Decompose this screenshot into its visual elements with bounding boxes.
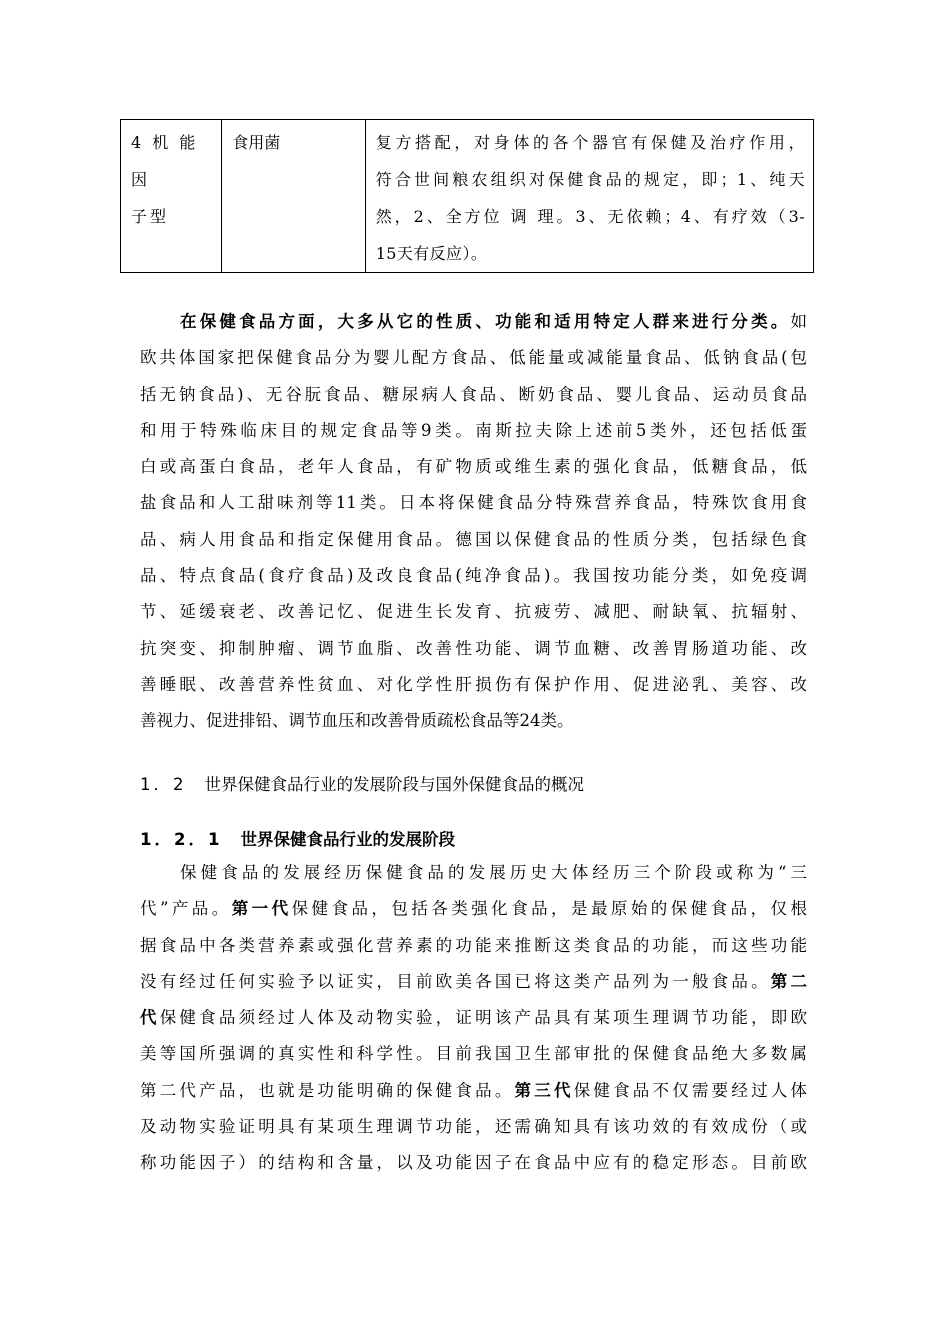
bold-term: 第三代 [514,1080,574,1100]
paragraph-line: 品、特点食品(食疗食品)及改良食品(纯净食品)。我国按功能分类，如免疫调 [140,566,807,586]
classification-table [120,119,814,273]
cell-line: 4 机 能 因 [131,133,199,189]
table-cell-description [365,120,813,273]
paragraph-line: 及动物实验证明具有某项生理调节功能，还需确知具有该功效的有效成份（或 [140,1117,807,1137]
section-title: 世界保健食品行业的发展阶段与国外保健食品的概况 [204,775,584,794]
subsection-number: 1．2．1 [140,830,223,849]
paragraph-line: 和用于特殊临床目的规定食品等9类。南斯拉夫除上述前5类外，还包括低蛋 [140,420,807,440]
table-cell-source: 食用菌 [222,120,365,273]
section-heading [140,771,584,795]
paragraph-line: 盐食品和人工甜味剂等11类。日本将保健食品分特殊营养食品，特殊饮食用食 [140,493,807,513]
paragraph-line: 称功能因子）的结构和含量，以及功能因子在食品中应有的稳定形态。目前欧 [140,1153,807,1173]
paragraph-line [140,1000,807,1036]
cell-line: 15天有反应）。 [375,244,488,263]
bold-term: 第一代 [231,899,292,919]
text-run: 保健食品须经过人体及动物实验，证明该产品具有某项生理调节功能，即欧 [159,1008,808,1028]
table-row [121,120,814,273]
bold-lead: 在保健食品方面，大多从它的性质、功能和适用特定人群来进行分类。 [180,312,791,331]
text-run: 代”产品。 [140,899,232,919]
subsection-title: 世界保健食品行业的发展阶段 [240,830,455,849]
bold-term: 代 [140,1008,160,1028]
paragraph-classification [140,304,807,740]
text-run: 没有经过任何实验予以证实，目前欧美各国已将这类产品列为一般食品。 [140,971,771,991]
paragraph-line: 善视力、促进排铅、调节血压和改善骨质疏松食品等24类。 [140,711,574,731]
subsection-heading [140,826,455,850]
text-run: 保健食品不仅需要经过人体 [573,1080,808,1100]
text-run: 如 [790,312,807,331]
paragraph-line: 保健食品的发展经历保健食品的发展历史大体经历三个阶段或称为“三 [180,863,807,882]
text-run: 保健食品，包括各类强化食品，是最原始的保健食品，仅根 [291,899,808,919]
cell-line: 然，2、全方位 调 理。3、无依赖；4、有疗效（3- [375,207,805,226]
paragraph-line: 节、延缓衰老、改善记忆、促进生长发育、抗疲劳、减肥、耐缺氧、抗辐射、 [140,602,807,622]
paragraph-line: 抗突变、抑制肿瘤、调节血脂、改善性功能、调节血糖、改善胃肠道功能、改 [140,638,807,658]
paragraph-line [140,304,807,340]
cell-line: 符合世间粮农组织对保健食品的规定，即；1、纯天 [375,170,805,189]
paragraph-line: 善睡眠、改善营养性贫血、对化学性肝损伤有保护作用、促进泌乳、美容、改 [140,674,807,694]
text-run: 第二代产品，也就是功能明确的保健食品。 [140,1080,515,1100]
paragraph-line: 欧共体国家把保健食品分为婴儿配方食品、低能量或减能量食品、低钠食品(包 [140,348,807,368]
cell-line: 复方搭配，对身体的各个器官有保健及治疗作用， [375,133,805,152]
paragraph-line: 品、病人用食品和指定保健用食品。德国以保健食品的性质分类，包括绿色食 [140,529,807,549]
paragraph-development [140,855,807,1182]
table-cell-type [121,120,222,273]
paragraph-line: 据食品中各类营养素或强化营养素的功能来推断这类食品的功能，而这些功能 [140,935,807,955]
paragraph-line: 括无钠食品)、无谷朊食品、糖尿病人食品、断奶食品、婴儿食品、运动员食品 [140,384,807,404]
paragraph-line [140,964,807,1000]
paragraph-line [140,891,807,927]
section-number: 1．2 [140,775,187,794]
bold-term: 第二 [770,971,808,991]
paragraph-line: 白或高蛋白食品，老年人食品，有矿物质或维生素的强化食品，低糖食品，低 [140,457,807,477]
paragraph-line: 美等国所强调的真实性和科学性。目前我国卫生部审批的保健食品绝大多数属 [140,1044,807,1064]
paragraph-line [140,1073,807,1109]
cell-line: 子型 [131,207,170,226]
